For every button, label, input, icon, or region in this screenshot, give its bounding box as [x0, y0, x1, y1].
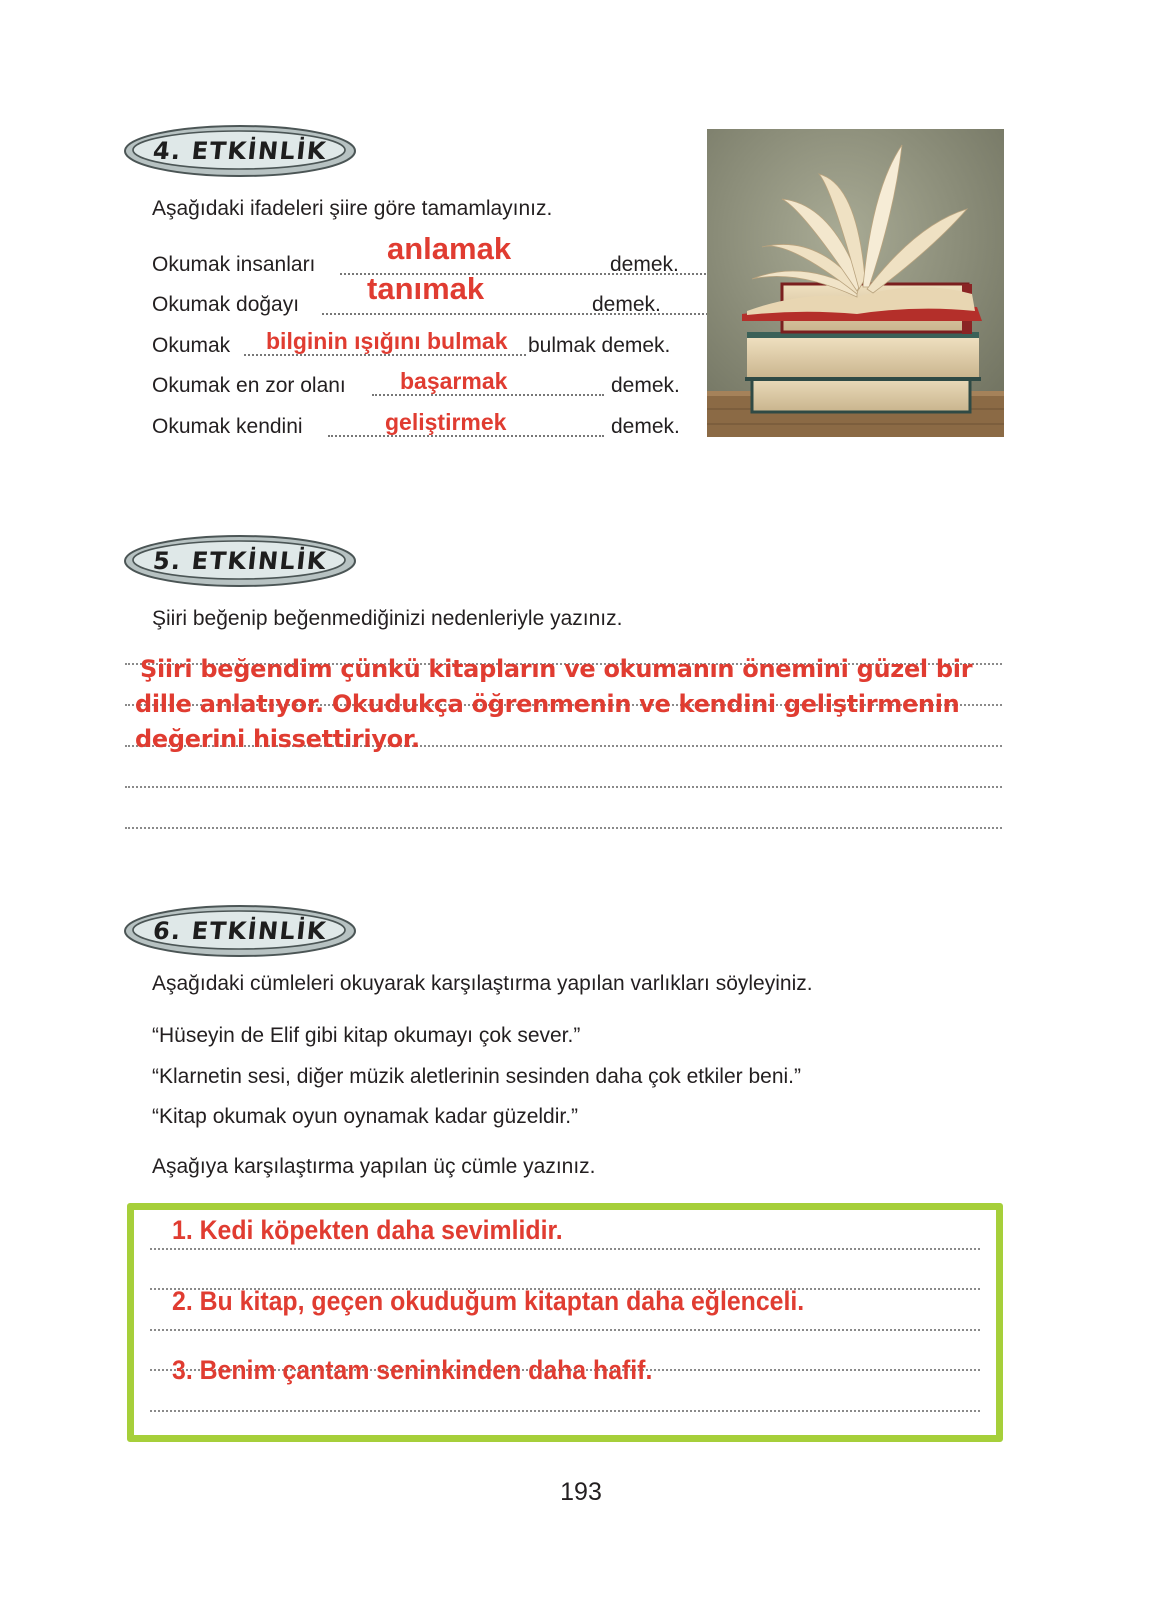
activity-5-instruction: Şiiri beğenip beğenmediğinizi nedenleriyle yazınız.: [152, 607, 623, 630]
answer-line-1: Şiiri beğendim çünkü kitapların ve okumanın önemini güzel bir: [140, 655, 973, 683]
writing-line-3: [150, 1329, 980, 1331]
writing-line-1: [150, 1248, 980, 1250]
fill-prefix: Okumak kendini: [152, 415, 303, 438]
comparison-answer-1: 1. Kedi köpekten daha sevimlidir.: [172, 1215, 563, 1245]
fill-answer: geliştirmek: [385, 409, 507, 435]
answer-line-3: değerini hissettiriyor.: [135, 725, 420, 753]
comparison-answer-3: 3. Benim çantam seninkinden daha hafif.: [172, 1355, 653, 1385]
fill-suffix: demek.: [610, 253, 679, 276]
comparison-answer-2: 2. Bu kitap, geçen okuduğum kitaptan daha eğlenceli.: [172, 1286, 805, 1316]
fill-suffix: demek.: [611, 374, 680, 397]
activity-6-badge: [122, 903, 358, 959]
answer-line-2: dille anlatıyor. Okudukça öğrenmenin ve kendini geliştirmenin: [135, 690, 960, 718]
fill-answer: bilginin ışığını bulmak: [266, 328, 508, 354]
fill-suffix: demek.: [611, 415, 680, 438]
example-quote-3: “Kitap okumak oyun oynamak kadar güzeldir.”: [152, 1105, 579, 1128]
activity-4-instruction: Aşağıdaki ifadeleri şiire göre tamamlayınız.: [152, 197, 553, 220]
fill-row-4: [152, 368, 692, 404]
fill-row-5: [152, 409, 692, 445]
page-number: 193: [560, 1478, 602, 1506]
blank-line: [322, 313, 736, 315]
fill-answer: tanımak: [367, 271, 485, 306]
example-quote-2: “Klarnetin sesi, diğer müzik aletlerinin sesinden daha çok etkiler beni.”: [152, 1065, 801, 1088]
fill-prefix: Okumak en zor olanı: [152, 374, 346, 397]
fill-prefix: Okumak insanları: [152, 253, 316, 276]
fill-prefix: Okumak: [152, 334, 231, 357]
fill-row-2: [152, 271, 692, 323]
activity-5-badge: [122, 533, 358, 589]
fill-answer: başarmak: [400, 368, 508, 394]
activity-6-instruction-2: Aşağıya karşılaştırma yapılan üç cümle yazınız.: [152, 1155, 596, 1178]
activity-4-badge: [122, 123, 358, 179]
fill-suffix: bulmak demek.: [528, 334, 671, 357]
activity-5-title: 5. ETKİNLİK: [151, 547, 329, 575]
stack-of-books-photo: [707, 129, 1004, 437]
activity-6-title: 6. ETKİNLİK: [151, 917, 329, 945]
writing-line-5: [125, 827, 1002, 829]
books-icon: [707, 129, 1004, 437]
fill-suffix: demek.: [592, 293, 661, 316]
writing-line-4: [125, 786, 1002, 788]
activity-6-instruction: Aşağıdaki cümleleri okuyarak karşılaştırma yapılan varlıkları söyleyiniz.: [152, 972, 813, 995]
fill-prefix: Okumak doğayı: [152, 293, 300, 316]
example-quote-1: “Hüseyin de Elif gibi kitap okumayı çok sever.”: [152, 1024, 581, 1047]
writing-line-5: [150, 1410, 980, 1412]
fill-answer: anlamak: [387, 231, 512, 266]
fill-row-3: [152, 328, 692, 364]
activity-4-title: 4. ETKİNLİK: [151, 137, 329, 165]
